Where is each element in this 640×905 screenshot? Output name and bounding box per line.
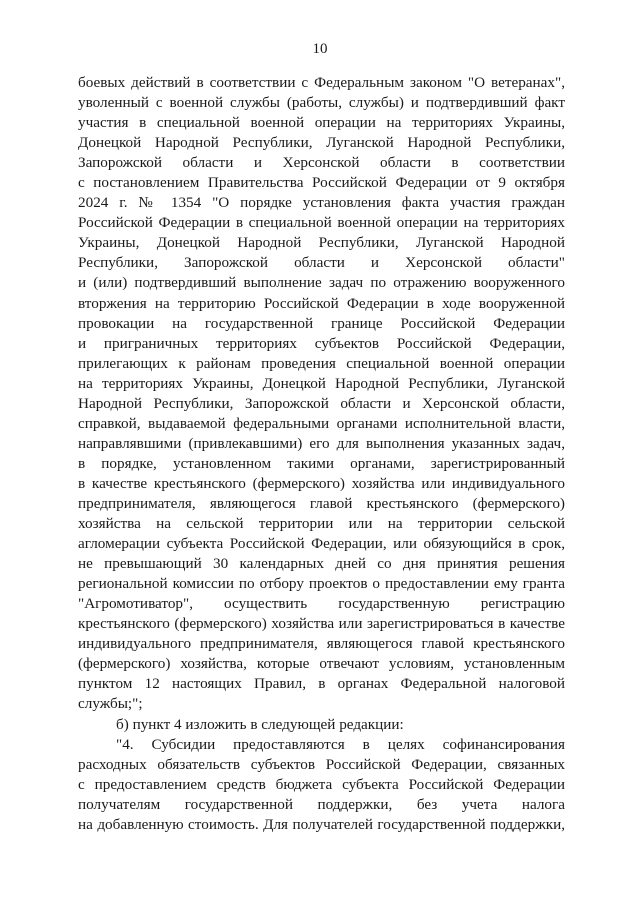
text-line: индивидуального предпринимателя, являющегося главой крестьянского bbox=[78, 635, 565, 653]
text-line: расходных обязательств субъектов Российской Федерации, связанных bbox=[78, 755, 565, 773]
text-line: на добавленную стоимость. Для получателей государственной поддержки, bbox=[78, 815, 565, 833]
text-line: и (или) подтвердивший выполнение задач по отражению вооруженного bbox=[78, 274, 565, 292]
document-body-text bbox=[78, 73, 565, 835]
text-line: крестьянского (фермерского) хозяйства или зарегистрироваться в качестве bbox=[78, 615, 565, 633]
text-line: службы;"; bbox=[78, 695, 143, 713]
text-line: Народной Республики, Запорожской области и Херсонской области, bbox=[78, 394, 565, 412]
text-line: провокации на государственной границе Российской Федерации bbox=[78, 314, 565, 332]
text-line: на территориях Украины, Донецкой Народной Республики, Луганской bbox=[78, 374, 565, 392]
text-line: "Агромотиватор", осуществить государственную регистрацию bbox=[78, 595, 565, 613]
text-line: агломерации субъекта Российской Федерации, или обязующийся в срок, bbox=[78, 535, 565, 553]
text-line: с постановлением Правительства Российской Федерации от 9 октября bbox=[78, 174, 565, 192]
text-line: вторжения на территорию Российской Федерации в ходе вооруженной bbox=[78, 294, 565, 312]
text-line: уволенный с военной службы (работы, службы) и подтвердивший факт bbox=[78, 94, 565, 112]
text-line: в порядке, установленном такими органами, зарегистрированный bbox=[78, 454, 565, 472]
text-line: боевых действий в соответствии с Федеральным законом "О ветеранах", bbox=[78, 74, 565, 91]
text-line: с предоставлением средств бюджета субъекта Российской Федерации bbox=[78, 775, 565, 793]
text-line: 2024 г. № 1354 "О порядке установления факта участия граждан bbox=[78, 194, 565, 212]
page-number: 10 bbox=[312, 41, 328, 57]
text-line: прилегающих к районам проведения специальной военной операции bbox=[78, 354, 565, 372]
text-line: (фермерского) хозяйства, которые отвечают условиям, установленным bbox=[78, 655, 565, 673]
text-line: предпринимателя, являющегося главой крестьянского (фермерского) bbox=[78, 494, 565, 512]
text-line: пунктом 12 настоящих Правил, в органах Федеральной налоговой bbox=[78, 675, 565, 693]
text-line: Республики, Запорожской области и Херсонской области" bbox=[78, 254, 565, 272]
text-line: "4. Субсидии предоставляются в целях софинансирования bbox=[116, 735, 565, 753]
text-line: и приграничных территориях субъектов Российской Федерации, bbox=[78, 334, 565, 352]
text-line: хозяйства на сельской территории или на территории сельской bbox=[78, 515, 565, 533]
text-line: Украины, Донецкой Народной Республики, Луганской Народной bbox=[78, 234, 565, 252]
text-line: региональной комиссии по отбору проектов о предоставлении ему гранта bbox=[78, 575, 565, 593]
text-line: участия в специальной военной операции на территориях Украины, bbox=[78, 114, 565, 132]
text-line: Российской Федерации в специальной военной операции на территориях bbox=[78, 214, 565, 232]
text-line: справкой, выдаваемой федеральными органами исполнительной власти, bbox=[78, 414, 565, 432]
text-line: в качестве крестьянского (фермерского) хозяйства или индивидуального bbox=[78, 474, 565, 492]
text-line: направлявшими (привлекавшими) его для выполнения указанных задач, bbox=[78, 434, 565, 452]
text-line: не превышающий 30 календарных дней со дня принятия решения bbox=[78, 555, 565, 573]
text-line: получателям государственной поддержки, без учета налога bbox=[78, 795, 565, 813]
text-line: Донецкой Народной Республики, Луганской Народной Республики, bbox=[78, 134, 565, 152]
text-line: б) пункт 4 изложить в следующей редакции: bbox=[116, 715, 404, 733]
text-line: Запорожской области и Херсонской области в соответствии bbox=[78, 154, 565, 172]
